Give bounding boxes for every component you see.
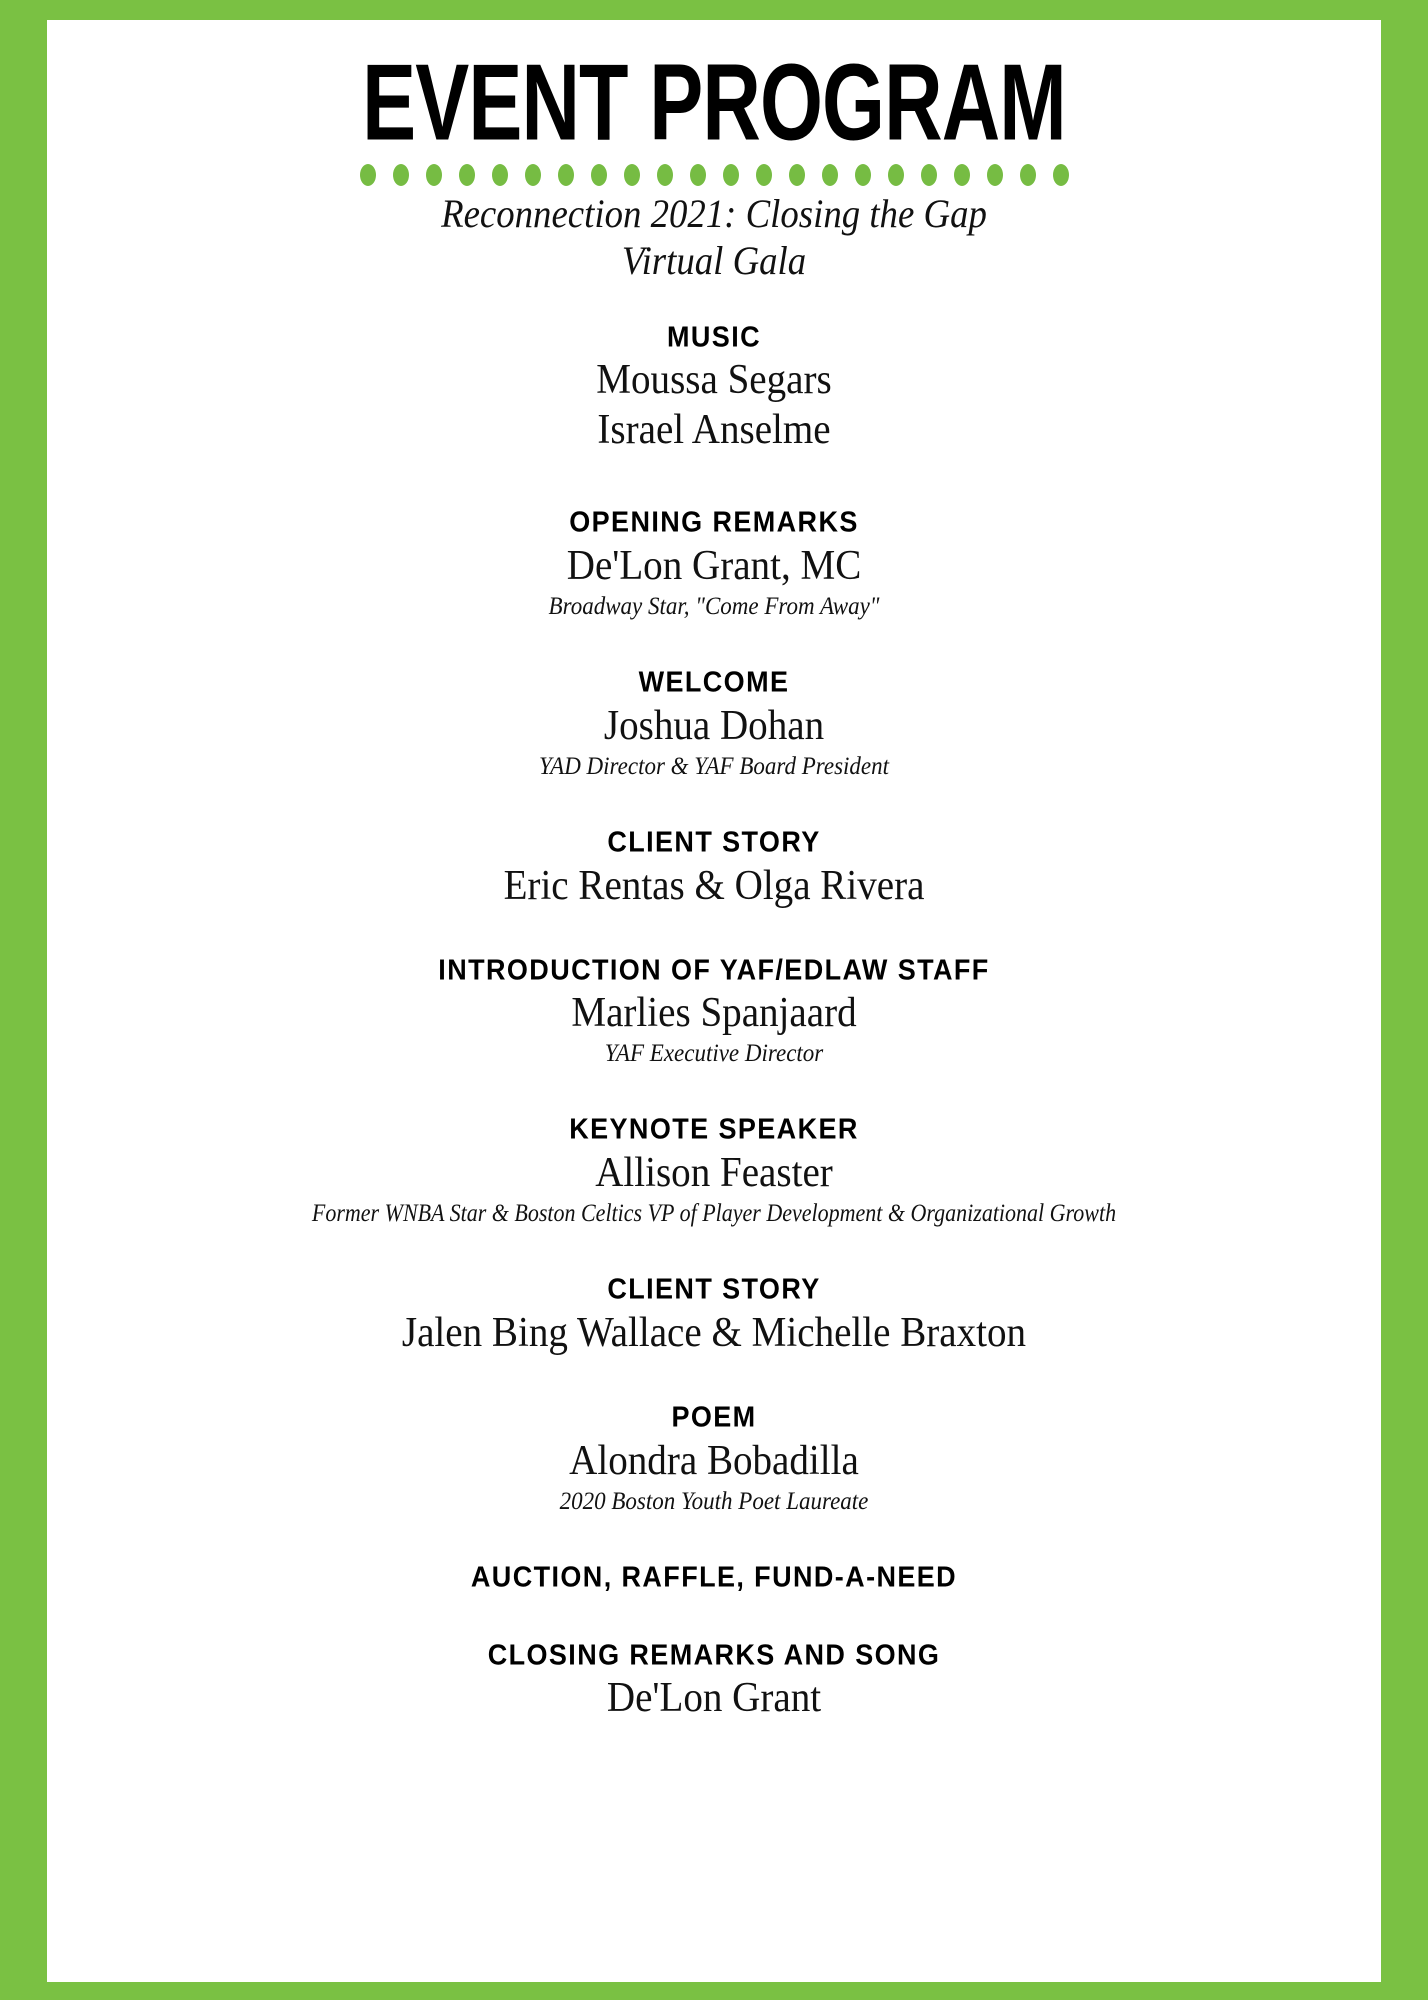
program-role-description: YAF Executive Director <box>604 1040 824 1068</box>
program-performer-name: Joshua Dohan <box>603 702 825 749</box>
divider-dot <box>525 164 541 186</box>
divider-dot <box>624 164 640 186</box>
divider-dot <box>855 164 871 186</box>
subtitle-line-2: Virtual Gala <box>621 238 807 284</box>
program-role-description: YAD Director & YAF Board President <box>538 752 890 780</box>
program-block <box>87 826 1341 910</box>
block-spacer <box>87 1229 1341 1273</box>
block-spacer <box>87 1595 1341 1639</box>
divider-dot <box>426 164 442 186</box>
divider-dot <box>822 164 838 186</box>
divider-dot <box>1053 164 1069 186</box>
program-block <box>87 1561 1341 1595</box>
program-performer-name: Alondra Bobadilla <box>569 1437 859 1484</box>
program-block <box>87 1401 1341 1517</box>
program-performer-name: Eric Rentas & Olga Rivera <box>503 862 925 909</box>
block-spacer <box>87 1357 1341 1401</box>
program-list <box>87 321 1341 1723</box>
divider-dot <box>921 164 937 186</box>
divider-dot <box>954 164 970 186</box>
block-spacer <box>87 1517 1341 1561</box>
program-section-heading: CLIENT STORY <box>607 825 821 858</box>
program-section-heading: KEYNOTE SPEAKER <box>569 1113 859 1146</box>
divider-dot <box>591 164 607 186</box>
program-section-heading: MUSIC <box>667 320 761 353</box>
page-inner-white-area <box>47 20 1381 1982</box>
program-performer-name: Allison Feaster <box>595 1150 833 1197</box>
program-block <box>87 954 1341 1070</box>
divider-dot <box>1020 164 1036 186</box>
program-performer-name: De'Lon Grant <box>606 1675 822 1722</box>
divider-dot <box>888 164 904 186</box>
program-role-description: Broadway Star, "Come From Away" <box>548 593 880 621</box>
divider-dot <box>492 164 508 186</box>
program-block <box>87 1273 1341 1357</box>
program-performer-name: De'Lon Grant, MC <box>566 543 862 590</box>
program-section-heading: POEM <box>671 1401 757 1433</box>
divider-dot <box>987 164 1003 186</box>
divider-dot <box>789 164 805 186</box>
divider-dot <box>723 164 739 186</box>
page-title: EVENT PROGRAM <box>362 42 1066 164</box>
block-spacer <box>87 910 1341 954</box>
program-section-heading: WELCOME <box>638 666 790 698</box>
program-role-description: 2020 Boston Youth Poet Laureate <box>559 1487 869 1515</box>
divider-dot <box>558 164 574 186</box>
program-section-heading: CLOSING REMARKS AND SONG <box>487 1638 941 1671</box>
program-section-heading: AUCTION, RAFFLE, FUND-A-NEED <box>470 1560 958 1593</box>
divider-dot <box>657 164 673 186</box>
program-block <box>87 1113 1341 1229</box>
program-performer-name: Jalen Bing Wallace & Michelle Braxton <box>401 1310 1027 1356</box>
program-section-heading: INTRODUCTION OF YAF/EDLAW STAFF <box>438 953 990 986</box>
event-subtitle <box>137 190 1291 284</box>
block-spacer <box>87 454 1341 506</box>
divider-dot <box>459 164 475 186</box>
program-role-description: Former WNBA Star & Boston Celtics VP of Player Development & Organizational Growth <box>311 1200 1117 1228</box>
program-section-heading: OPENING REMARKS <box>569 506 859 539</box>
dot-divider <box>87 162 1341 188</box>
program-section-heading: CLIENT STORY <box>607 1273 821 1306</box>
program-performer-name: Marlies Spanjaard <box>571 990 857 1037</box>
block-spacer <box>87 622 1341 666</box>
program-block <box>87 506 1341 622</box>
program-block <box>87 666 1341 782</box>
subtitle-line-1: Reconnection 2021: Closing the Gap <box>441 191 987 237</box>
program-block <box>87 1639 1341 1723</box>
program-performer-name: Israel Anselme <box>597 407 831 454</box>
divider-dot <box>756 164 772 186</box>
block-spacer <box>87 782 1341 826</box>
divider-dot <box>690 164 706 186</box>
divider-dot <box>360 164 376 186</box>
divider-dot <box>393 164 409 186</box>
program-block <box>87 321 1341 455</box>
program-performer-name: Moussa Segars <box>596 357 832 404</box>
block-spacer <box>87 1069 1341 1113</box>
